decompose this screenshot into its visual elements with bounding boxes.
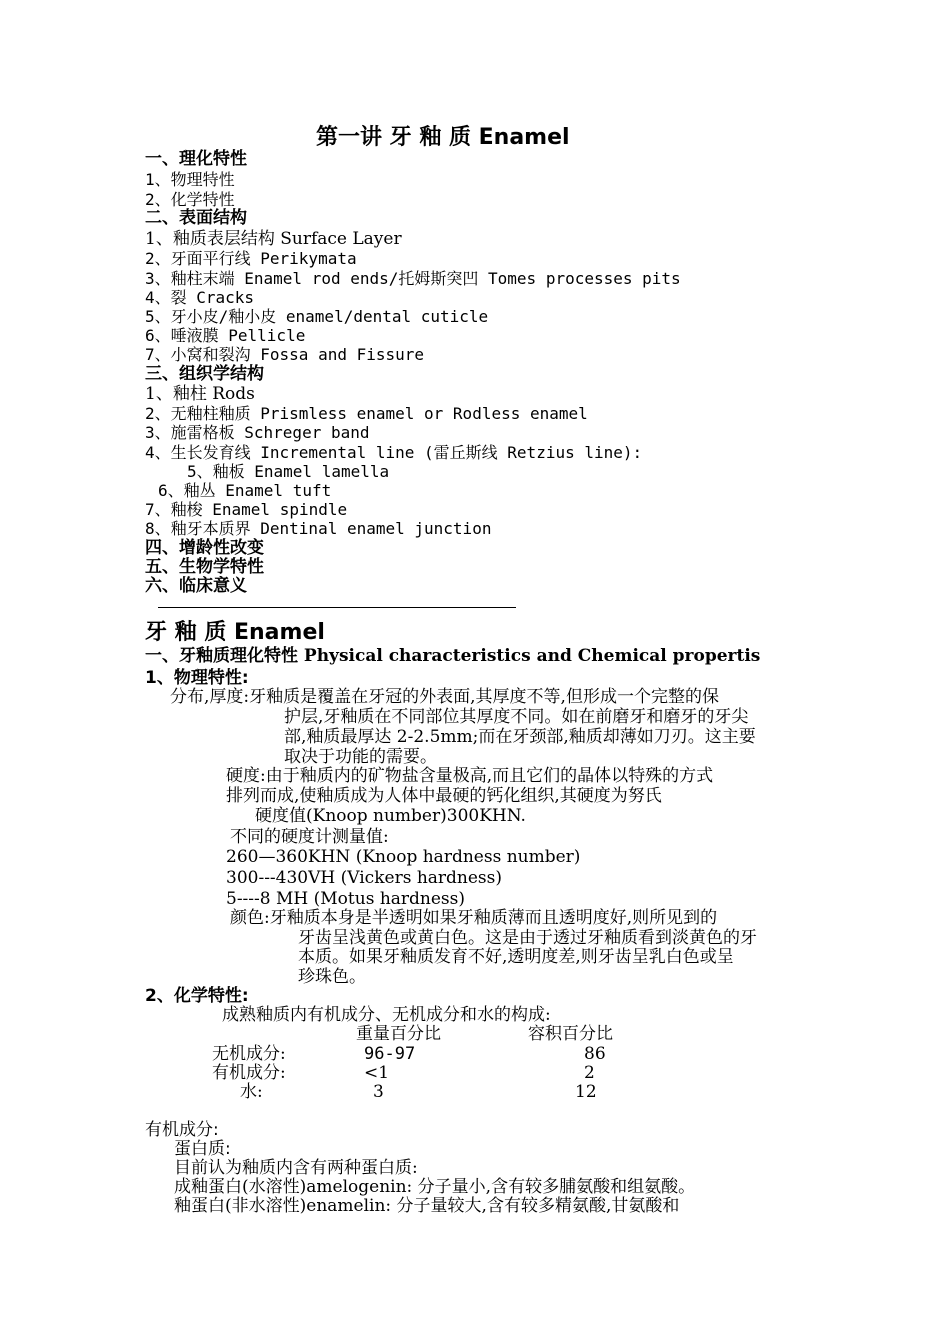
outline-section-5: 五、生物学特性: [145, 557, 264, 577]
protein-line-1: 目前认为釉质内含有两种蛋白质:: [174, 1158, 418, 1178]
hardness-line-6: 300---430VH (Vickers hardness): [226, 868, 503, 888]
outline-section-3: 三、组织学结构: [145, 364, 264, 384]
outline-item-2-1: 1、釉质表层结构 Surface Layer: [145, 229, 402, 249]
distribution-line-1: 分布,厚度:牙釉质是覆盖在牙冠的外表面,其厚度不等,但形成一个完整的保: [170, 687, 719, 707]
outline-item-3-7: 7、釉梭 Enamel spindle: [145, 500, 348, 519]
hardness-line-7: 5----8 MH (Motus hardness): [226, 889, 466, 909]
table-row-label: 有机成分:: [212, 1063, 286, 1083]
physical-heading: 1、物理特性:: [145, 668, 249, 688]
outline-item-2-2: 2、牙面平行线 Perikymata: [145, 249, 357, 268]
outline-item-3-6: 6、釉丛 Enamel tuft: [158, 481, 332, 500]
outline-item-3-8: 8、釉牙本质界 Dentinal enamel junction: [145, 519, 492, 538]
table-cell-volume: 2: [584, 1063, 595, 1083]
outline-section-1: 一、理化特性: [145, 149, 247, 169]
outline-item-2-3: 3、釉柱末端 Enamel rod ends/托姆斯突凹 Tomes processes pits: [145, 269, 681, 288]
outline-item-2-4: 4、裂 Cracks: [145, 288, 255, 307]
organic-heading: 有机成分:: [145, 1120, 219, 1140]
section-divider: [158, 607, 516, 608]
protein-line-2: 成釉蛋白(水溶性)amelogenin: 分子量小,含有较多脯氨酸和组氨酸。: [174, 1177, 696, 1197]
outline-item-3-5: 5、釉板 Enamel lamella: [187, 462, 390, 481]
outline-item-3-1: 1、釉柱 Rods: [145, 384, 255, 404]
outline-section-2: 二、表面结构: [145, 208, 247, 228]
hardness-line-3: 硬度值(Knoop number)300KHN.: [255, 806, 526, 826]
distribution-line-3: 部,釉质最厚达 2-2.5mm;而在牙颈部,釉质却薄如刀刃。这主要: [284, 727, 756, 747]
color-line-2: 牙齿呈浅黄色或黄白色。这是由于透过牙釉质看到淡黄色的牙: [298, 928, 757, 948]
protein-heading: 蛋白质:: [174, 1139, 231, 1159]
outline-item-2-5: 5、牙小皮/釉小皮 enamel/dental cuticle: [145, 307, 489, 326]
body-heading: 牙 釉 质 Enamel: [145, 620, 325, 645]
table-row-label: 水:: [240, 1082, 263, 1102]
table-header-weight: 重量百分比: [356, 1024, 441, 1044]
table-cell-volume: 12: [575, 1082, 597, 1102]
hardness-line-5: 260—360KHN (Knoop hardness number): [226, 847, 581, 867]
table-row-label: 无机成分:: [212, 1044, 286, 1064]
protein-line-3: 釉蛋白(非水溶性)enamelin: 分子量较大,含有较多精氨酸,甘氨酸和: [174, 1196, 680, 1216]
outline-item-1-1: 1、物理特性: [145, 170, 235, 189]
hardness-line-1: 硬度:由于釉质内的矿物盐含量极高,而且它们的晶体以特殊的方式: [226, 766, 714, 786]
chemical-heading: 2、化学特性:: [145, 986, 249, 1006]
color-line-1: 颜色:牙釉质本身是半透明如果牙釉质薄而且透明度好,则所见到的: [230, 908, 718, 928]
page-title: 第一讲 牙 釉 质 Enamel: [316, 125, 570, 150]
hardness-line-2: 排列而成,使釉质成为人体中最硬的钙化组织,其硬度为努氏: [226, 786, 662, 806]
outline-item-2-6: 6、唾液膜 Pellicle: [145, 326, 306, 345]
outline-item-2-7: 7、小窝和裂沟 Fossa and Fissure: [145, 345, 425, 364]
table-cell-weight: <1: [364, 1063, 390, 1083]
outline-item-3-4: 4、生长发育线 Incremental line (雷丘斯线 Retzius line):: [145, 443, 643, 462]
outline-item-3-2: 2、无釉柱釉质 Prismless enamel or Rodless enamel: [145, 404, 588, 423]
outline-section-4: 四、增龄性改变: [145, 538, 264, 558]
table-cell-weight: 3: [373, 1082, 384, 1102]
table-cell-volume: 86: [584, 1044, 606, 1064]
color-line-4: 珍珠色。: [298, 967, 366, 987]
table-header-volume: 容积百分比: [528, 1024, 613, 1044]
body-sub-heading: 一、牙釉质理化特性 Physical characteristics and Chemical propertis: [145, 646, 761, 666]
chemical-intro: 成熟釉质内有机成分、无机成分和水的构成:: [222, 1005, 551, 1025]
table-cell-weight: 96-97: [364, 1044, 416, 1064]
distribution-line-2: 护层,牙釉质在不同部位其厚度不同。如在前磨牙和磨牙的牙尖: [284, 707, 749, 727]
outline-item-1-2: 2、化学特性: [145, 190, 235, 209]
color-line-3: 本质。如果牙釉质发育不好,透明度差,则牙齿呈乳白色或呈: [298, 947, 734, 967]
outline-item-3-3: 3、施雷格板 Schreger band: [145, 423, 370, 442]
outline-section-6: 六、临床意义: [145, 576, 247, 596]
hardness-line-4: 不同的硬度计测量值:: [230, 827, 389, 847]
distribution-line-4: 取决于功能的需要。: [284, 747, 437, 767]
